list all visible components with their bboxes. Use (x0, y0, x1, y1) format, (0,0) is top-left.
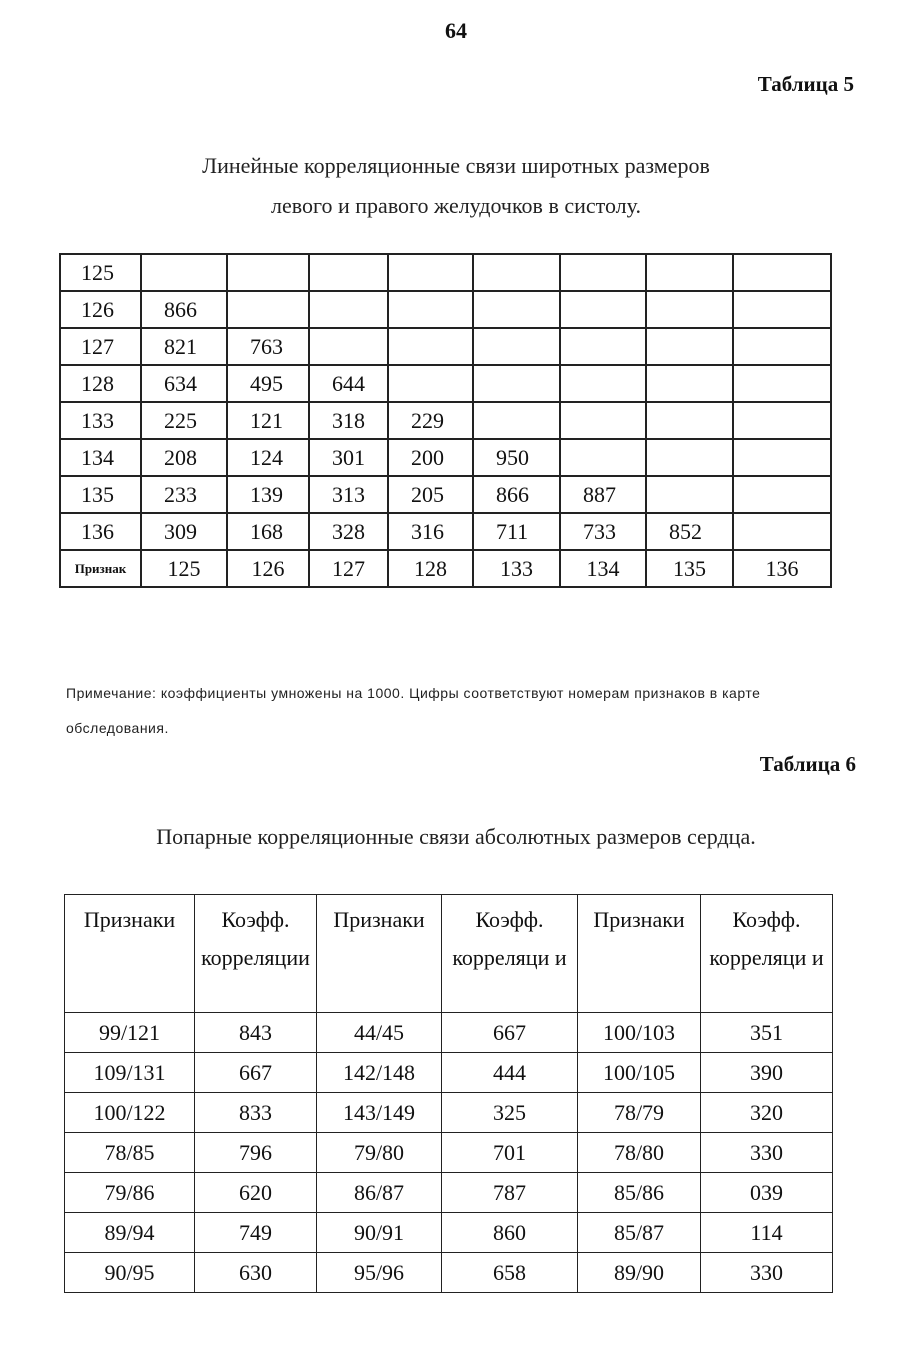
table6-cell: 330 (701, 1253, 833, 1293)
table5-cell (388, 291, 473, 328)
table6-cell: 85/87 (578, 1213, 701, 1253)
table5-cell (473, 402, 560, 439)
table6-cell: 89/90 (578, 1253, 701, 1293)
table6-cell: 100/105 (578, 1053, 701, 1093)
table5-title (0, 146, 912, 226)
table6-title: Попарные корреляционные связи абсолютных размеров сердца. (156, 824, 756, 849)
table5-cell (646, 439, 733, 476)
table6-cell: 843 (195, 1013, 317, 1053)
table6-cell: 90/91 (317, 1213, 442, 1253)
table5-cell: 950 (473, 439, 560, 476)
table6-row (65, 1253, 833, 1293)
table5-title-line1: Линейные корреляционные связи широтных размеров (202, 153, 710, 178)
table5-cell (309, 328, 388, 365)
table5-footer-cell: 128 (388, 550, 473, 587)
table5-cell (309, 254, 388, 291)
table5-cell: 168 (227, 513, 309, 550)
table5-cell: 733 (560, 513, 646, 550)
table6-header-row (65, 895, 833, 1013)
table6-row (65, 1133, 833, 1173)
table5-row (60, 291, 831, 328)
table5-row (60, 254, 831, 291)
table6-cell: 79/86 (65, 1173, 195, 1213)
table5-cell (733, 365, 831, 402)
table5-cell (560, 254, 646, 291)
table6-header-cell: Коэфф. корреляци и (442, 895, 578, 1013)
table6-cell: 325 (442, 1093, 578, 1133)
table5-row-header: 136 (60, 513, 141, 550)
table5-cell: 225 (141, 402, 227, 439)
table6-cell: 796 (195, 1133, 317, 1173)
table6-cell: 99/121 (65, 1013, 195, 1053)
table6-cell: 667 (195, 1053, 317, 1093)
table5-cell: 124 (227, 439, 309, 476)
table5-cell: 313 (309, 476, 388, 513)
table6-row (65, 1173, 833, 1213)
table5-cell (646, 402, 733, 439)
table5-cell: 316 (388, 513, 473, 550)
table5-cell (473, 254, 560, 291)
table5-cell (388, 365, 473, 402)
table6-header-cell: Коэфф. корреляци и (701, 895, 833, 1013)
table5-cell (733, 291, 831, 328)
table6-cell: 142/148 (317, 1053, 442, 1093)
page-number: 64 (445, 18, 467, 43)
table5-footer-cell: 133 (473, 550, 560, 587)
table5-footer-cell: 127 (309, 550, 388, 587)
table5-cell: 301 (309, 439, 388, 476)
table5-cell: 866 (473, 476, 560, 513)
table5-row-header: 127 (60, 328, 141, 365)
table5-footer-row (60, 550, 831, 587)
table5-row-header: 126 (60, 291, 141, 328)
table6-cell: 89/94 (65, 1213, 195, 1253)
table6-cell: 833 (195, 1093, 317, 1133)
table5-cell (733, 513, 831, 550)
table5-cell: 711 (473, 513, 560, 550)
table6-header-cell: Признаки (578, 895, 701, 1013)
table5-footer-header: Признак (60, 550, 141, 587)
table5-cell: 121 (227, 402, 309, 439)
table5-footer-cell: 126 (227, 550, 309, 587)
table5-cell: 495 (227, 365, 309, 402)
table6-cell: 620 (195, 1173, 317, 1213)
table6-cell: 630 (195, 1253, 317, 1293)
table5-cell: 634 (141, 365, 227, 402)
table5-cell (646, 365, 733, 402)
table6-cell: 658 (442, 1253, 578, 1293)
table5-row-header: 125 (60, 254, 141, 291)
table6-cell: 78/85 (65, 1133, 195, 1173)
table6-row (65, 1013, 833, 1053)
table5-cell: 644 (309, 365, 388, 402)
table5-cell (560, 439, 646, 476)
table6-cell: 749 (195, 1213, 317, 1253)
table5-cell (733, 328, 831, 365)
table5-cell (646, 476, 733, 513)
table5-cell (733, 254, 831, 291)
table5-cell (646, 254, 733, 291)
table5-row-header: 133 (60, 402, 141, 439)
table5-cell (646, 328, 733, 365)
table5-cell (388, 254, 473, 291)
table6-cell: 860 (442, 1213, 578, 1253)
table5-cell (560, 365, 646, 402)
table5-cell: 763 (227, 328, 309, 365)
table6-header-cell: Признаки (65, 895, 195, 1013)
table5-cell (227, 291, 309, 328)
table5-cell (560, 291, 646, 328)
table5 (59, 253, 832, 588)
table5-cell (141, 254, 227, 291)
table6-cell: 85/86 (578, 1173, 701, 1213)
table5-row (60, 402, 831, 439)
table5-row (60, 513, 831, 550)
table6-cell: 320 (701, 1093, 833, 1133)
table5-row-header: 135 (60, 476, 141, 513)
table5-row (60, 439, 831, 476)
table6-header-cell: Признаки (317, 895, 442, 1013)
table5-cell (646, 291, 733, 328)
table6-cell: 44/45 (317, 1013, 442, 1053)
table5-cell: 229 (388, 402, 473, 439)
table5-cell (388, 328, 473, 365)
table6-label: Таблица 6 (759, 752, 856, 776)
table6-cell: 95/96 (317, 1253, 442, 1293)
table5-cell (473, 365, 560, 402)
table5-cell: 309 (141, 513, 227, 550)
table5-row-header: 134 (60, 439, 141, 476)
table6-cell: 667 (442, 1013, 578, 1053)
table6-cell: 330 (701, 1133, 833, 1173)
table5-cell (473, 328, 560, 365)
table5-cell (473, 291, 560, 328)
table6-cell: 100/103 (578, 1013, 701, 1053)
table5-footer-cell: 125 (141, 550, 227, 587)
table5-cell: 866 (141, 291, 227, 328)
table6-cell: 114 (701, 1213, 833, 1253)
table6-cell: 701 (442, 1133, 578, 1173)
table6-cell: 109/131 (65, 1053, 195, 1093)
table5-cell (733, 402, 831, 439)
table5-cell: 208 (141, 439, 227, 476)
table6-cell: 90/95 (65, 1253, 195, 1293)
table5-label: Таблица 5 (757, 72, 854, 96)
table5-cell: 852 (646, 513, 733, 550)
table6-cell: 390 (701, 1053, 833, 1093)
table5-cell: 139 (227, 476, 309, 513)
table6-cell: 78/80 (578, 1133, 701, 1173)
table6-row (65, 1053, 833, 1093)
table5-cell (560, 402, 646, 439)
table5-cell (733, 439, 831, 476)
table6-row (65, 1213, 833, 1253)
table5-cell (733, 476, 831, 513)
table6-cell: 100/122 (65, 1093, 195, 1133)
table6-cell: 143/149 (317, 1093, 442, 1133)
table5-cell (560, 328, 646, 365)
table6-cell: 787 (442, 1173, 578, 1213)
table5-row (60, 365, 831, 402)
table5-cell: 328 (309, 513, 388, 550)
table5-row-header: 128 (60, 365, 141, 402)
table5-cell: 205 (388, 476, 473, 513)
table6-cell: 351 (701, 1013, 833, 1053)
table6-cell: 79/80 (317, 1133, 442, 1173)
table6 (64, 894, 833, 1293)
table6-cell: 444 (442, 1053, 578, 1093)
table6-cell: 86/87 (317, 1173, 442, 1213)
table5-title-line2: левого и правого желудочков в систолу. (271, 193, 641, 218)
table5-cell: 233 (141, 476, 227, 513)
table5-cell: 318 (309, 402, 388, 439)
table6-cell: 78/79 (578, 1093, 701, 1133)
table5-note: Примечание: коэффициенты умножены на 1000. Цифры соответствуют номерам признаков в карте обследования. (66, 685, 761, 736)
table5-cell (227, 254, 309, 291)
table5-row (60, 476, 831, 513)
table5-footer-cell: 136 (733, 550, 831, 587)
table5-cell (309, 291, 388, 328)
table6-cell: 039 (701, 1173, 833, 1213)
table5-row (60, 328, 831, 365)
table6-header-cell: Коэфф. корреляции (195, 895, 317, 1013)
table6-row (65, 1093, 833, 1133)
table5-cell: 821 (141, 328, 227, 365)
table5-footer-cell: 135 (646, 550, 733, 587)
table5-cell: 200 (388, 439, 473, 476)
table5-cell: 887 (560, 476, 646, 513)
table5-footer-cell: 134 (560, 550, 646, 587)
